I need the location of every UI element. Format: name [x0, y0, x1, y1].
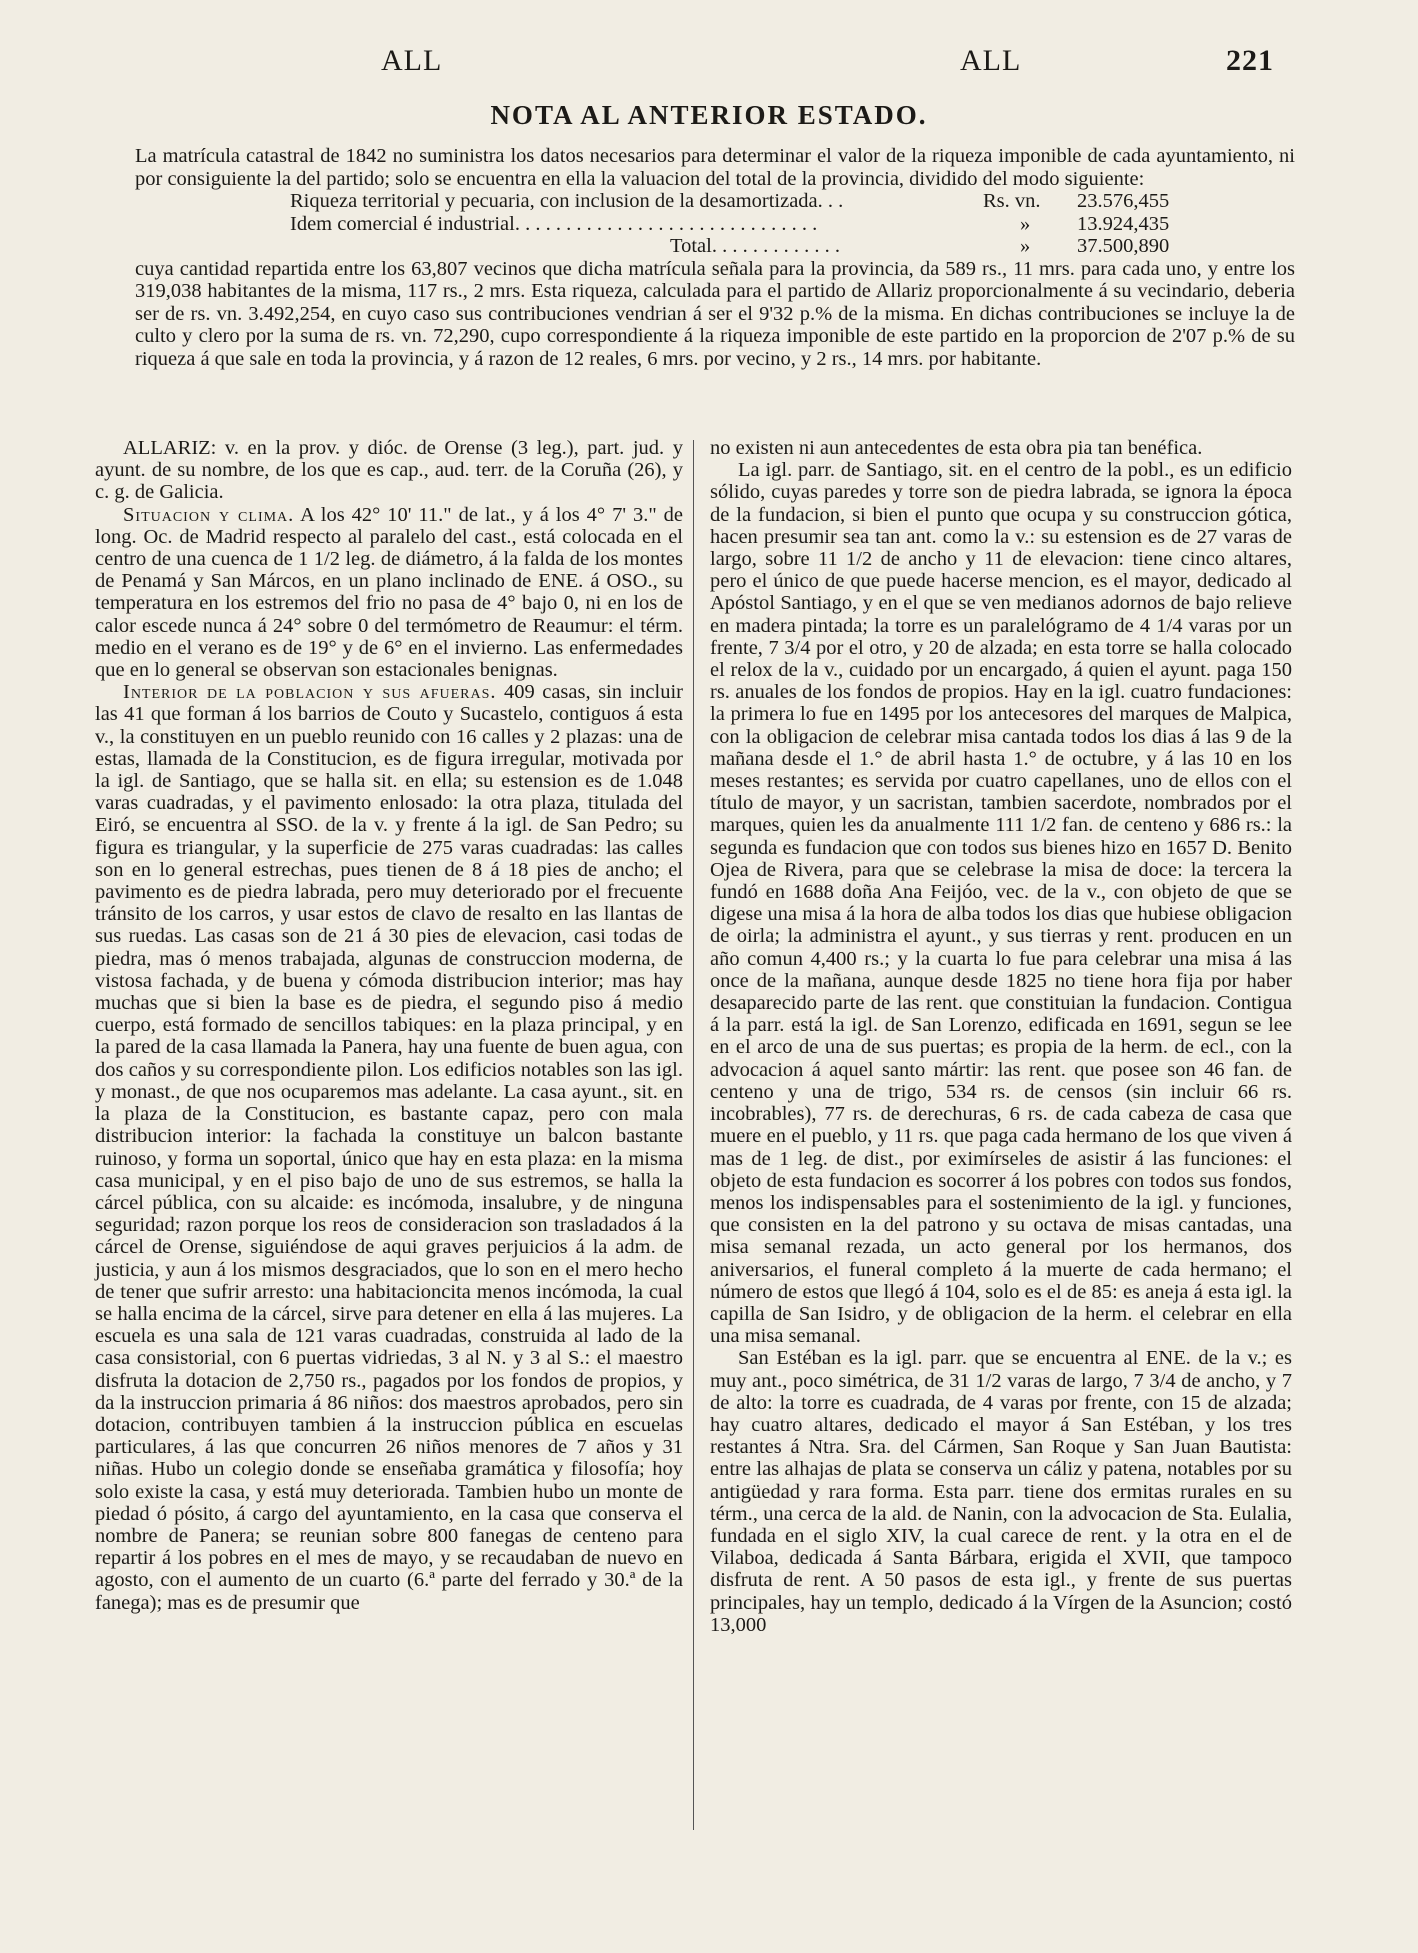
intro-paragraph: cuya cantidad repartida entre los 63,807 vecinos que dicha matrícula señala para la provincia, da 589 rs., 11 mrs. para cada uno, y entre los 319,038 habitantes de la misma, 117 rs., 2 mrs. Esta riqueza, calculada para el partido de Allariz proporcionalmente á su vecindario, deberia ser de rs. vn. 3.492,254, en cuyo caso sus contribuciones vendrian á ser el 9'32 p.% de la misma. En dichas contribuciones se incluye la de culto y clero por la suma de rs. vn. 72,290, cupo correspondiente á la riqueza imponible de este partido en la proporcion de 2'07 p.% de su riqueza á que sale en toda la provincia, y á razon de 12 reales, 6 mrs. por vecino, y 2 rs., 14 mrs. por habitante. — [135, 257, 1295, 370]
ledger-label: Riqueza territorial y pecuaria, con inclusion de la desamortizada. . . — [290, 190, 844, 212]
entry-paragraph: no existen ni aun antecedentes de esta obra pia tan benéfica. — [710, 437, 1203, 459]
subsection-text: 409 casas, sin incluir las 41 que forman á los barrios de Couto y Sucastelo, contiguos á esta v., la constituyen en un pueblo reunido con 16 calles y 2 plazas: una de estas, llamada de la Constitucion, es de figura irregular, motivada por la igl. de Santiago, que se halla sit. en ella; su estension es de 1.048 varas cuadradas, y el pavimento enlosado: la otra plaza, titulada del Eiró, se encuentra al SSO. de la v. y frente á la igl. de San Pedro; su figura es triangular, y la superficie de 275 varas cuadradas: las calles son en lo general estrechas, pues tienen de 8 á 18 pies de ancho; el pavimento es de piedra labrada, pero muy deteriorado por el frecuente tránsito de los carros, y usar estos de clavo de resalto en las llantas de sus ruedas. Las casas son de 21 á 30 pies de elevacion, casi todas de piedra, mas ó menos trabajada, algunas de construccion moderna, de vistosa fachada, y de buena y cómoda distribucion interior; mas hay muchas que si bien la base es de piedra, el segundo piso á medio cuerpo, está formado de sencillos tabiques: en la plaza principal, y en la pared de la casa llamada la Panera, hay una fuente de buen agua, con dos caños y su correspondiente pilon. Los edificios notables son las igl. y monast., de que nos ocuparemos mas adelante. La casa ayunt., sit. en la plaza de la Constitucion, es bastante capaz, pero con mala distribucion interior: la fachada la constituye un balcon bastante ruinoso, y forma un soportal, único que hay en esta plaza: en la misma casa municipal, y en el piso bajo de uno de sus estremos, se halla la cárcel pública, con su alcaide: es incómoda, insalubre, y de ninguna seguridad; razon porque los reos de consideracion son trasladados á la cárcel de Orense, siguiéndose de aqui graves perjuicios á la adm. de justicia, y aun á los mismos desgraciados, que lo son en el mero hecho de tener que sufrir arresto: una habitacioncita menos incómoda, la cual se halla encima de la cárcel, sirve para detener en ella á las mujeres. La escuela es una sala de 121 varas cuadradas, construida al lado de la casa consistorial, con 6 puertas vidriedas, 3 al N. y 3 al S.: el maestro disfruta la dotacion de 2,750 rs., pagados por los fondos de propios, y da la instruccion primaria á 86 niños: dos maestros aprobados, pero sin dotacion, contribuyen tambien á la instruccion pública en escuelas particulares, á las que concurren 26 niños menores de 7 años y 31 niñas. Hubo un colegio donde se enseñaba gramática y filosofía; hoy solo existe la casa, y está muy deteriorada. Tambien hubo un monte de piedad ó pósito, á cargo del ayuntamiento, en la casa que conserva el nombre de Panera; se reunian sobre 800 fanegas de centeno para repartir á los pobres en el mes de mayo, y se recaudaban de nuevo en agosto, con el aumento de un cuarto (6.ª parte del ferrado y 30.ª de la fanega); mas es de presumir que — [95, 681, 683, 1614]
ledger-row-total — [135, 235, 1295, 258]
running-header-left: ALL — [381, 44, 443, 77]
entry-paragraph: ALLARIZ: v. en la prov. y dióc. de Orense (3 leg.), part. jud. y ayunt. de su nombre, de los que es cap., aud. terr. de la Coruña (26), y c. g. de Galicia. — [95, 437, 683, 504]
subsection-heading: Interior de la poblacion y sus afueras. — [123, 681, 497, 704]
running-header-center: ALL — [960, 44, 1022, 77]
ledger-unit: » — [1020, 212, 1031, 235]
ledger-row-comercial — [135, 213, 1295, 236]
intro-note — [135, 145, 1295, 370]
entry-paragraph: San Estéban es la igl. parr. que se encuentra al ENE. de la v.; es muy ant., poco simétrica, de 31 1/2 varas de largo, 7 3/4 de ancho, y 7 de alto: la torre es cuadrada, de 4 varas por frente, con 15 de alzada; hay cuatro altares, dedicado el mayor á San Estéban, y los tres restantes á Ntra. Sra. del Cármen, San Roque y San Juan Bautista: entre las alhajas de plata se conserva un cáliz y patena, notables por su antigüedad y rara forma. Esta parr. tiene dos ermitas rurales en su térm., una cerca de la ald. de Nanin, con la advocacion de Sta. Eulalia, fundada en el siglo XIV, la cual carece de rent. y la otra en el de Vilaboa, dedicada á Santa Bárbara, erigida el XVII, que tampoco disfruta de rent. A 50 pasos de esta igl., y frente de sus puertas principales, hay un templo, dedicado á la Vírgen de la Asuncion; costó 13,000 — [710, 1347, 1292, 1636]
ledger-value: 13.924,435 — [1077, 212, 1170, 235]
left-column — [95, 437, 683, 1614]
ledger-value: 37.500,890 — [1077, 235, 1170, 257]
section-title: NOTA AL ANTERIOR ESTADO. — [490, 100, 928, 130]
ledger-value: 23.576,455 — [1077, 190, 1170, 212]
ledger-label: Total. . . . . . . . . . . . . — [670, 235, 840, 257]
entry-paragraph — [95, 504, 683, 682]
right-column — [710, 437, 1292, 1636]
subsection-heading: Situacion y clima. — [123, 503, 295, 526]
ledger-row-territorial — [135, 190, 1295, 213]
wealth-ledger — [135, 190, 1295, 258]
column-divider — [693, 440, 694, 1830]
ledger-unit: » — [1020, 235, 1031, 257]
entry-paragraph — [95, 681, 683, 1614]
page-number: 221 — [1226, 44, 1274, 77]
subsection-text: A los 42° 10' 11." de lat., y á los 4° 7' 3." de long. Oc. de Madrid respecto al paralelo del cast., está colocada en el centro de una cuenca de 1 1/2 leg. de diámetro, á la falda de los montes de Penamá y San Márcos, en un plano inclinado de ENE. á OSO., su temperatura en los estremos del frio no pasa de 4° bajo 0, ni en los de calor escede nunca á 24° sobre 0 del termómetro de Reaumur: el térm. medio en el verano es de 19° y de 6° en el invierno. Las enfermedades que en lo general se observan son estacionales benignas. — [95, 503, 683, 682]
ledger-unit: Rs. vn. — [983, 190, 1041, 212]
entry-paragraph: La igl. parr. de Santiago, sit. en el centro de la pobl., es un edificio sólido, cuyas paredes y torre son de piedra labrada, se ignora la época de la fundacion, si bien el punto que ocupa y su construccion gótica, hacen presumir sea tan ant. como la v.: su estension es de 27 varas de largo, sobre 11 1/2 de ancho y 11 de elevacion: tiene cinco altares, pero el único de que puede hacerse mencion, es el mayor, dedicado al Apóstol Santiago, y en el que se ven medianos adornos de bajo relieve en madera pintada; la torre es un paralelógramo de 4 1/4 varas por un frente, 7 3/4 por el otro, y 20 de alzada; en esta torre se halla colocado el relox de la v., cuidado por un encargado, á quien el ayunt. paga 150 rs. anuales de los fondos de propios. Hay en la igl. cuatro fundaciones: la primera lo fue en 1495 por los antecesores del marques de Malpica, con la obligacion de celebrar misa cantada todos los dias á las 9 de la mañana desde el 1.° de abril hasta 1.° de octubre, y á las 10 en los meses restantes; es servida por cuatro capellanes, uno de ellos con el título de mayor, y un sacristan, tambien sacerdote, nombrados por el marques, quien les da anualmente 111 1/2 fan. de centeno y 686 rs.: la segunda es fundacion que con todos sus bienes hizo en 1657 D. Benito Ojea de Rivera, para que se celebrase la misa de doce: la tercera la fundó en 1688 doña Ana Feijóo, vec. de la v., con objeto de que se digese una misa á la hora de alba todos los dias que hubiese obligacion de oirla; la administra el ayunt., y sus tierras y rent. producen en un año comun 4,400 rs.; y la cuarta lo fue para celebrar una misa á las once de la mañana, aunque desde 1825 no tiene hora fija por haber desaparecido parte de las rent. que constituian la fundacion. Contigua á la parr. está la igl. de San Lorenzo, edificada en 1691, segun se lee en el arco de una de sus puertas; es propia de la herm. de ecl., con la advocacion á aquel santo mártir: las rent. que posee son 46 fan. de centeno y una de trigo, 534 rs. de censos (sin incluir 66 rs. incobrables), 77 rs. de derechuras, 6 rs. de cada cabeza de casa que muere en el pueblo, y 11 rs. que paga cada hermano de los que viven á mas de 1 leg. de dist., por eximírseles de asistir á las funciones: el objeto de esta fundacion es socorrer á los pobres con todos sus fondos, menos los indispensables para el sostenimiento de la igl. y funciones, que consisten en la del patrono y su octava de misas cantadas, una misa semanal rezada, un acto general por los hermanos, dos aniversarios, el funeral completo á la muerte de cada hermano; el número de estos que llegó á 104, solo es el de 85: es aneja á esta igl. la capilla de San Isidro, y de obligacion de la herm. el celebrar en ella una misa semanal. — [710, 459, 1292, 1348]
ledger-label: Idem comercial é industrial. . . . . . . . . . . . . . . . . . . . . . . . . . . . . . — [290, 212, 818, 235]
intro-paragraph: La matrícula catastral de 1842 no suministra los datos necesarios para determinar el valor de la riqueza imponible de cada ayuntamiento, ni por consiguiente la del partido; solo se encuentra en ella la valuacion del total de la provincia, dividido del modo siguiente: — [135, 145, 1295, 190]
